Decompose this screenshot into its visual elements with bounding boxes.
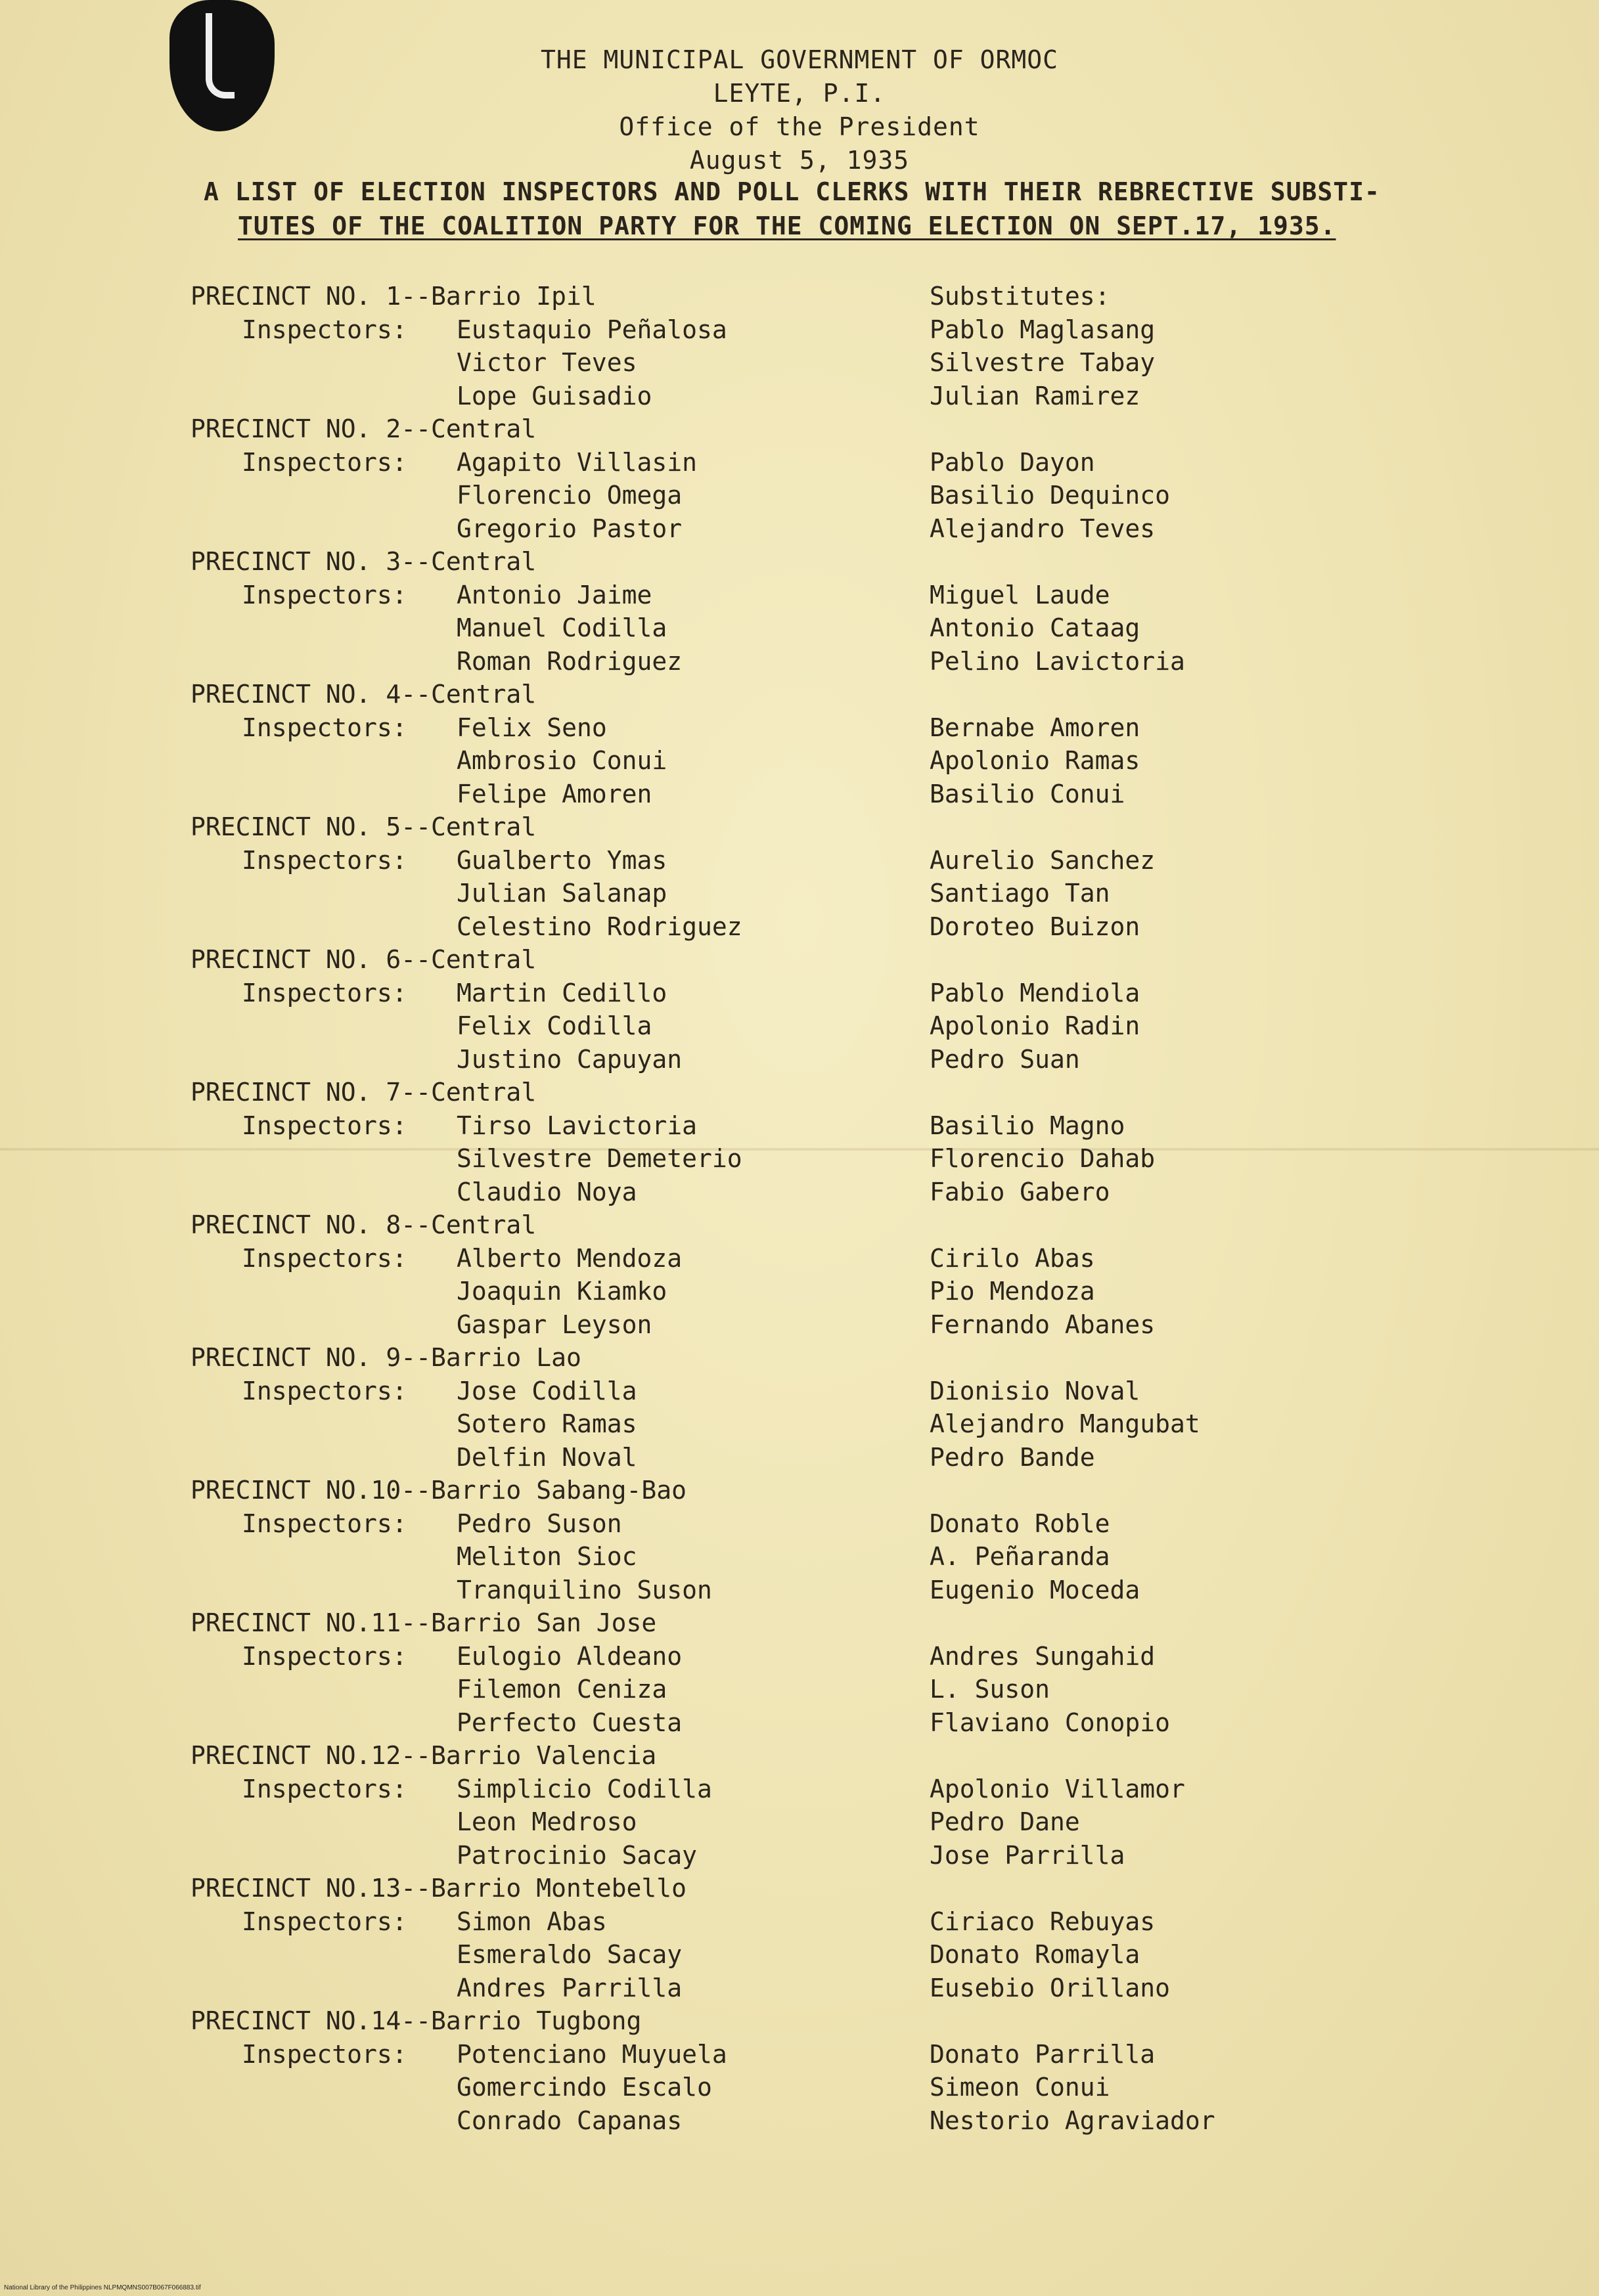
substitute-name: Simeon Conui	[930, 2073, 1110, 2102]
precinct-header-row	[0, 943, 1599, 977]
inspector-name: Jose Codilla	[457, 1376, 637, 1405]
document-header	[0, 43, 1599, 177]
table-row	[0, 645, 1599, 678]
substitute-name: Apolonio Radin	[930, 1011, 1140, 1040]
table-row	[0, 2104, 1599, 2138]
precinct-block	[0, 1474, 1599, 1606]
substitute-name: Pablo Maglasang	[930, 315, 1156, 344]
inspector-name: Eustaquio Peñalosa	[457, 315, 727, 344]
table-row	[0, 844, 1599, 877]
table-row	[0, 1142, 1599, 1176]
table-row	[0, 1805, 1599, 1839]
substitute-name: L. Suson	[930, 1675, 1050, 1704]
inspectors-label: Inspectors:	[242, 2039, 407, 2069]
precinct-header-row	[0, 1076, 1599, 1109]
table-row	[0, 1441, 1599, 1474]
precinct-header-row	[0, 1474, 1599, 1507]
inspectors-label: Inspectors:	[242, 1376, 407, 1405]
inspectors-label: Inspectors:	[242, 1509, 407, 1538]
inspectors-label: Inspectors:	[242, 1243, 407, 1273]
inspector-name: Patrocinio Sacay	[457, 1840, 698, 1870]
inspectors-label: Inspectors:	[242, 1111, 407, 1140]
header-date: August 5, 1935	[689, 146, 910, 175]
substitute-name: Eugenio Moceda	[930, 1575, 1140, 1604]
inspector-name: Claudio Noya	[457, 1177, 637, 1206]
substitute-name: Pedro Suan	[930, 1044, 1080, 1074]
inspector-name: Martin Cedillo	[457, 978, 667, 1007]
substitute-name: Flaviano Conopio	[930, 1708, 1171, 1737]
precinct-label: PRECINCT NO. 5--Central	[191, 812, 537, 841]
header-government: THE MUNICIPAL GOVERNMENT OF ORMOC	[541, 45, 1058, 74]
inspector-name: Silvestre Demeterio	[457, 1144, 742, 1173]
table-row	[0, 1043, 1599, 1076]
table-row	[0, 910, 1599, 944]
table-row	[0, 1375, 1599, 1408]
substitute-name: Nestorio Agraviador	[930, 2106, 1215, 2135]
table-row	[0, 977, 1599, 1010]
substitute-name: Ciriaco Rebuyas	[930, 1907, 1156, 1936]
precinct-header-row	[0, 810, 1599, 844]
table-row	[0, 1938, 1599, 1972]
table-row	[0, 1972, 1599, 2005]
table-row	[0, 2071, 1599, 2104]
substitute-name: Aurelio Sanchez	[930, 845, 1156, 875]
table-row	[0, 744, 1599, 778]
substitute-name: Julian Ramirez	[930, 381, 1140, 410]
table-row	[0, 1308, 1599, 1342]
precinct-block	[0, 1872, 1599, 2004]
precinct-label: PRECINCT NO.10--Barrio Sabang-Bao	[191, 1476, 687, 1505]
table-row	[0, 1773, 1599, 1806]
precinct-block	[0, 1739, 1599, 1872]
substitute-name: Andres Sungahid	[930, 1641, 1156, 1671]
precinct-header-row	[0, 1872, 1599, 1905]
inspectors-label: Inspectors:	[242, 1641, 407, 1671]
precinct-header-row	[0, 678, 1599, 711]
table-row	[0, 346, 1599, 380]
inspector-name: Eulogio Aldeano	[457, 1641, 683, 1671]
table-row	[0, 1507, 1599, 1541]
substitute-name: Donato Parrilla	[930, 2039, 1156, 2069]
table-row	[0, 1706, 1599, 1740]
inspector-name: Gregorio Pastor	[457, 514, 683, 543]
header-location: LEYTE, P.I.	[713, 79, 886, 108]
table-row	[0, 380, 1599, 413]
inspector-name: Esmeraldo Sacay	[457, 1940, 683, 1969]
precinct-header-row	[0, 412, 1599, 446]
inspectors-label: Inspectors:	[242, 580, 407, 609]
inspector-name: Justino Capuyan	[457, 1044, 683, 1074]
inspector-name: Florencio Omega	[457, 481, 683, 510]
inspector-name: Alberto Mendoza	[457, 1243, 683, 1273]
precinct-label: PRECINCT NO.13--Barrio Montebello	[191, 1874, 687, 1903]
table-row	[0, 446, 1599, 479]
table-row	[0, 579, 1599, 612]
inspector-name: Felipe Amoren	[457, 779, 652, 808]
title-line-2: TUTES OF THE COALITION PARTY FOR THE COMING ELECTION ON SEPT.17, 1935.	[238, 211, 1336, 240]
inspector-name: Gualberto Ymas	[457, 845, 667, 875]
inspector-name: Felix Seno	[457, 713, 607, 742]
inspectors-label: Inspectors:	[242, 447, 407, 477]
substitute-name: Dionisio Noval	[930, 1376, 1140, 1405]
inspector-name: Delfin Noval	[457, 1442, 637, 1472]
substitute-name: Apolonio Villamor	[930, 1774, 1185, 1803]
substitute-name: Santiago Tan	[930, 879, 1110, 908]
precinct-label: PRECINCT NO. 3--Central	[191, 547, 537, 576]
precinct-header-row	[0, 2004, 1599, 2038]
table-row	[0, 611, 1599, 645]
precinct-header-row	[0, 1739, 1599, 1773]
precinct-block	[0, 280, 1599, 412]
precinct-header-row	[0, 1606, 1599, 1640]
substitute-name: Pelino Lavictoria	[930, 646, 1185, 676]
precinct-header-row	[0, 1341, 1599, 1375]
table-row	[0, 1839, 1599, 1872]
inspector-name: Agapito Villasin	[457, 447, 698, 477]
precinct-label: PRECINCT NO. 6--Central	[191, 945, 537, 974]
precinct-block	[0, 943, 1599, 1076]
table-row	[0, 711, 1599, 745]
inspector-name: Gaspar Leyson	[457, 1310, 652, 1339]
substitute-name: Pedro Dane	[930, 1807, 1080, 1836]
inspector-name: Roman Rodriguez	[457, 646, 683, 676]
table-row	[0, 1275, 1599, 1308]
inspector-name: Ambrosio Conui	[457, 746, 667, 775]
substitute-name: Florencio Dahab	[930, 1144, 1156, 1173]
substitute-name: Alejandro Mangubat	[930, 1409, 1200, 1438]
substitute-name: Silvestre Tabay	[930, 348, 1156, 377]
inspectors-label: Inspectors:	[242, 315, 407, 344]
precinct-label: PRECINCT NO. 9--Barrio Lao	[191, 1343, 581, 1372]
inspector-name: Simon Abas	[457, 1907, 607, 1936]
header-office: Office of the President	[619, 112, 980, 141]
table-row	[0, 1905, 1599, 1939]
substitute-name: Fabio Gabero	[930, 1177, 1110, 1206]
precinct-label: PRECINCT NO. 7--Central	[191, 1078, 537, 1107]
substitutes-heading: Substitutes:	[930, 282, 1110, 311]
table-row	[0, 512, 1599, 546]
inspector-name: Pedro Suson	[457, 1509, 622, 1538]
inspector-name: Leon Medroso	[457, 1807, 637, 1836]
table-row	[0, 778, 1599, 811]
precinct-block	[0, 1076, 1599, 1208]
inspector-name: Filemon Ceniza	[457, 1675, 667, 1704]
substitute-name: Alejandro Teves	[930, 514, 1156, 543]
precinct-block	[0, 1208, 1599, 1341]
substitute-name: Apolonio Ramas	[930, 746, 1140, 775]
inspector-name: Felix Codilla	[457, 1011, 652, 1040]
precinct-label: PRECINCT NO. 8--Central	[191, 1210, 537, 1239]
table-row	[0, 1009, 1599, 1043]
precinct-header-row	[0, 545, 1599, 579]
substitute-name: Basilio Dequinco	[930, 481, 1171, 510]
substitute-name: Basilio Conui	[930, 779, 1125, 808]
substitute-name: Miguel Laude	[930, 580, 1110, 609]
inspector-name: Potenciano Muyuela	[457, 2039, 727, 2069]
inspectors-label: Inspectors:	[242, 1774, 407, 1803]
substitute-name: Pedro Bande	[930, 1442, 1095, 1472]
table-row	[0, 1109, 1599, 1143]
inspector-name: Tirso Lavictoria	[457, 1111, 698, 1140]
table-row	[0, 1673, 1599, 1706]
document-title	[204, 175, 1491, 243]
table-row	[0, 1540, 1599, 1574]
precinct-block	[0, 412, 1599, 545]
inspector-name: Celestino Rodriguez	[457, 912, 742, 941]
inspector-name: Perfecto Cuesta	[457, 1708, 683, 1737]
substitute-name: Doroteo Buizon	[930, 912, 1140, 941]
table-row	[0, 1407, 1599, 1441]
inspector-name: Andres Parrilla	[457, 1973, 683, 2002]
substitute-name: Antonio Cataag	[930, 613, 1140, 642]
inspector-name: Sotero Ramas	[457, 1409, 637, 1438]
inspector-name: Victor Teves	[457, 348, 637, 377]
table-row	[0, 1176, 1599, 1209]
substitute-name: Bernabe Amoren	[930, 713, 1140, 742]
table-row	[0, 1574, 1599, 1607]
inspector-name: Joaquin Kiamko	[457, 1277, 667, 1306]
precinct-label: PRECINCT NO. 2--Central	[191, 414, 537, 443]
inspector-name: Antonio Jaime	[457, 580, 652, 609]
precinct-block	[0, 2004, 1599, 2137]
substitute-name: Basilio Magno	[930, 1111, 1125, 1140]
precinct-label: PRECINCT NO. 4--Central	[191, 680, 537, 709]
precinct-label: PRECINCT NO. 1--Barrio Ipil	[191, 282, 597, 311]
substitute-name: Cirilo Abas	[930, 1243, 1095, 1273]
precinct-block	[0, 545, 1599, 678]
inspector-name: Simplicio Codilla	[457, 1774, 712, 1803]
precinct-block	[0, 810, 1599, 943]
precinct-block	[0, 678, 1599, 810]
table-row	[0, 2038, 1599, 2071]
inspectors-label: Inspectors:	[242, 978, 407, 1007]
title-line-1: A LIST OF ELECTION INSPECTORS AND POLL CLERKS WITH THEIR REBRECTIVE SUBSTI-	[204, 177, 1380, 206]
precinct-header-row	[0, 280, 1599, 313]
substitute-name: Jose Parrilla	[930, 1840, 1125, 1870]
precinct-label: PRECINCT NO.11--Barrio San Jose	[191, 1608, 657, 1637]
table-row	[0, 877, 1599, 910]
inspector-name: Gomercindo Escalo	[457, 2073, 712, 2102]
inspector-name: Manuel Codilla	[457, 613, 667, 642]
precinct-block	[0, 1606, 1599, 1739]
precinct-label: PRECINCT NO.14--Barrio Tugbong	[191, 2006, 642, 2035]
precinct-label: PRECINCT NO.12--Barrio Valencia	[191, 1741, 657, 1770]
substitute-name: Eusebio Orillano	[930, 1973, 1171, 2002]
archive-footer: National Library of the Philippines NLPMQMNS007B067F066883.tif	[4, 2284, 201, 2291]
precinct-header-row	[0, 1208, 1599, 1242]
inspectors-label: Inspectors:	[242, 713, 407, 742]
table-row	[0, 313, 1599, 347]
substitute-name: Fernando Abanes	[930, 1310, 1156, 1339]
inspector-name: Tranquilino Suson	[457, 1575, 712, 1604]
substitute-name: Donato Romayla	[930, 1940, 1140, 1969]
inspector-name: Julian Salanap	[457, 879, 667, 908]
substitute-name: Donato Roble	[930, 1509, 1110, 1538]
inspectors-label: Inspectors:	[242, 845, 407, 875]
substitute-name: Pablo Dayon	[930, 447, 1095, 477]
inspector-name: Lope Guisadio	[457, 381, 652, 410]
table-row	[0, 1640, 1599, 1673]
inspectors-label: Inspectors:	[242, 1907, 407, 1936]
precinct-block	[0, 1341, 1599, 1474]
substitute-name: Pio Mendoza	[930, 1277, 1095, 1306]
substitute-name: Pablo Mendiola	[930, 978, 1140, 1007]
table-row	[0, 479, 1599, 512]
inspector-name: Conrado Capanas	[457, 2106, 683, 2135]
table-row	[0, 1242, 1599, 1275]
inspector-name: Meliton Sioc	[457, 1542, 637, 1571]
substitute-name: A. Peñaranda	[930, 1542, 1110, 1571]
